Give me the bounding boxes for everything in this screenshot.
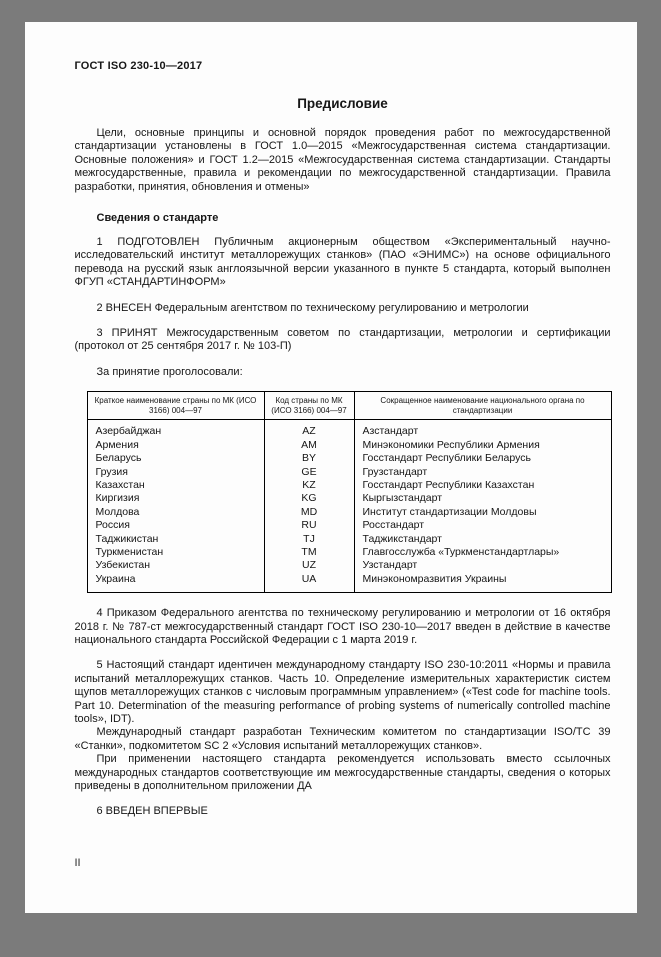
org-cell: Госстандарт Республики Беларусь — [354, 452, 611, 465]
org-cell: Таджикстандарт — [354, 533, 611, 546]
col-header-code: Код страны по МК (ИСО 3166) 004—97 — [264, 392, 354, 420]
code-cell: KG — [264, 492, 354, 505]
table-header-row — [87, 392, 611, 420]
standard-info-item-3: 3 ПРИНЯТ Межгосударственным советом по стандартизации, метрологии и сертификации (протокол от 25 сентября 2017 г. № 103-П) — [74, 327, 611, 353]
standard-info-item-4: 4 Приказом Федерального агентства по техническому регулированию и метрологии от 16 октября 2018 г. № 787-ст межгосударственный стандарт ГОСТ ISO 230-10—2017 введен в действие в качестве национального стандарта Российской Федерации с 1 марта 2019 г. — [74, 607, 611, 646]
col-header-org: Сокращенное наименование национального органа по стандартизации — [354, 392, 611, 420]
org-cell: Грузстандарт — [354, 466, 611, 479]
table-row — [87, 519, 611, 532]
col-header-country: Краткое наименование страны по МК (ИСО 3166) 004—97 — [87, 392, 264, 420]
code-cell: TJ — [264, 533, 354, 546]
standard-info-item-5-note-2: При применении настоящего стандарта рекомендуется использовать вместо ссылочных международных стандартов соответствующие им межгосударственные стандарты, сведения о которых приведены в дополнительном приложении ДА — [74, 753, 611, 793]
org-cell: Госстандарт Республики Казахстан — [354, 479, 611, 492]
table-row — [87, 420, 611, 439]
org-cell: Минэкономразвития Украины — [354, 573, 611, 593]
code-cell: UZ — [264, 559, 354, 572]
code-cell: KZ — [264, 479, 354, 492]
vote-intro-line: За принятие проголосовали: — [96, 365, 243, 378]
code-cell: AM — [264, 439, 354, 452]
standard-info-item-2: 2 ВНЕСЕН Федеральным агентством по техническому регулированию и метрологии — [96, 301, 529, 314]
table-row — [87, 492, 611, 505]
country-cell: Узбекистан — [87, 559, 264, 572]
standard-info-item-5: 5 Настоящий стандарт идентичен международному стандарту ISO 230-10:2011 «Нормы и правила испытаний металлорежущих станков. Часть 10. Определение измерительных характеристик систем щупов металлорежущих станков с числовым программным управлением» («Test code for machine tools. Part 10. Determination of the measuring performance of probing systems of numerically controlled machine tools», IDT). — [74, 659, 611, 725]
org-cell: Кыргызстандарт — [354, 492, 611, 505]
org-cell: Росстандарт — [354, 519, 611, 532]
table-row — [87, 506, 611, 519]
standard-info-item-5-note-1: Международный стандарт разработан Техническим комитетом по стандартизации ISO/TC 39 «Станки», подкомитетом SC 2 «Условия испытаний металлорежущих станков». — [74, 726, 611, 752]
code-cell: AZ — [264, 420, 354, 439]
code-cell: BY — [264, 452, 354, 465]
intro-paragraph: Цели, основные принципы и основной порядок проведения работ по межгосударственной стандартизации установлены в ГОСТ 1.0—2015 «Межгосударственная система стандартизации. Основные положения» и ГОСТ 1.2—2015 «Межгосударственная система стандартизации. Стандарты межгосударственные, правила и рекомендации по межгосударственной стандартизации. Правила разработки, принятия, обновления и отмены» — [74, 127, 611, 193]
code-cell: TM — [264, 546, 354, 559]
country-cell: Грузия — [87, 466, 264, 479]
country-cell: Киргизия — [87, 492, 264, 505]
table-row — [87, 479, 611, 492]
country-cell: Таджикистан — [87, 533, 264, 546]
doc-code-header: ГОСТ ISO 230-10—2017 — [74, 60, 203, 72]
table-row — [87, 546, 611, 559]
org-cell: Главгосслужба «Туркменстандартлары» — [354, 546, 611, 559]
page-title: Предисловие — [297, 96, 388, 111]
country-cell: Казахстан — [87, 479, 264, 492]
org-cell: Узстандарт — [354, 559, 611, 572]
country-cell: Россия — [87, 519, 264, 532]
standard-info-heading: Сведения о стандарте — [96, 212, 219, 225]
country-cell: Беларусь — [87, 452, 264, 465]
table-row — [87, 452, 611, 465]
table-row — [87, 439, 611, 452]
country-cell: Азербайджан — [87, 420, 264, 439]
standard-info-item-1: 1 ПОДГОТОВЛЕН Публичным акционерным обществом «Экспериментальный научно-исследовательский институт металлорежущих станков» (ПАО «ЭНИМС») на основе официального перевода на русский язык англоязычной версии указанного в пункте 5 стандарта, который выполнен ФГУП «СТАНДАРТИНФОРМ» — [74, 236, 611, 289]
standard-info-item-6: 6 ВВЕДЕН ВПЕРВЫЕ — [96, 805, 208, 818]
org-cell: Минэкономики Республики Армения — [354, 439, 611, 452]
table-row — [87, 533, 611, 546]
table-row — [87, 573, 611, 593]
code-cell: GE — [264, 466, 354, 479]
code-cell: RU — [264, 519, 354, 532]
voting-table — [87, 391, 612, 593]
table-row — [87, 559, 611, 572]
org-cell: Азстандарт — [354, 420, 611, 439]
country-cell: Украина — [87, 573, 264, 593]
document-page — [25, 22, 637, 913]
country-cell: Туркменистан — [87, 546, 264, 559]
code-cell: UA — [264, 573, 354, 593]
org-cell: Институт стандартизации Молдовы — [354, 506, 611, 519]
page-number: II — [74, 857, 81, 869]
code-cell: MD — [264, 506, 354, 519]
table-row — [87, 466, 611, 479]
country-cell: Армения — [87, 439, 264, 452]
country-cell: Молдова — [87, 506, 264, 519]
